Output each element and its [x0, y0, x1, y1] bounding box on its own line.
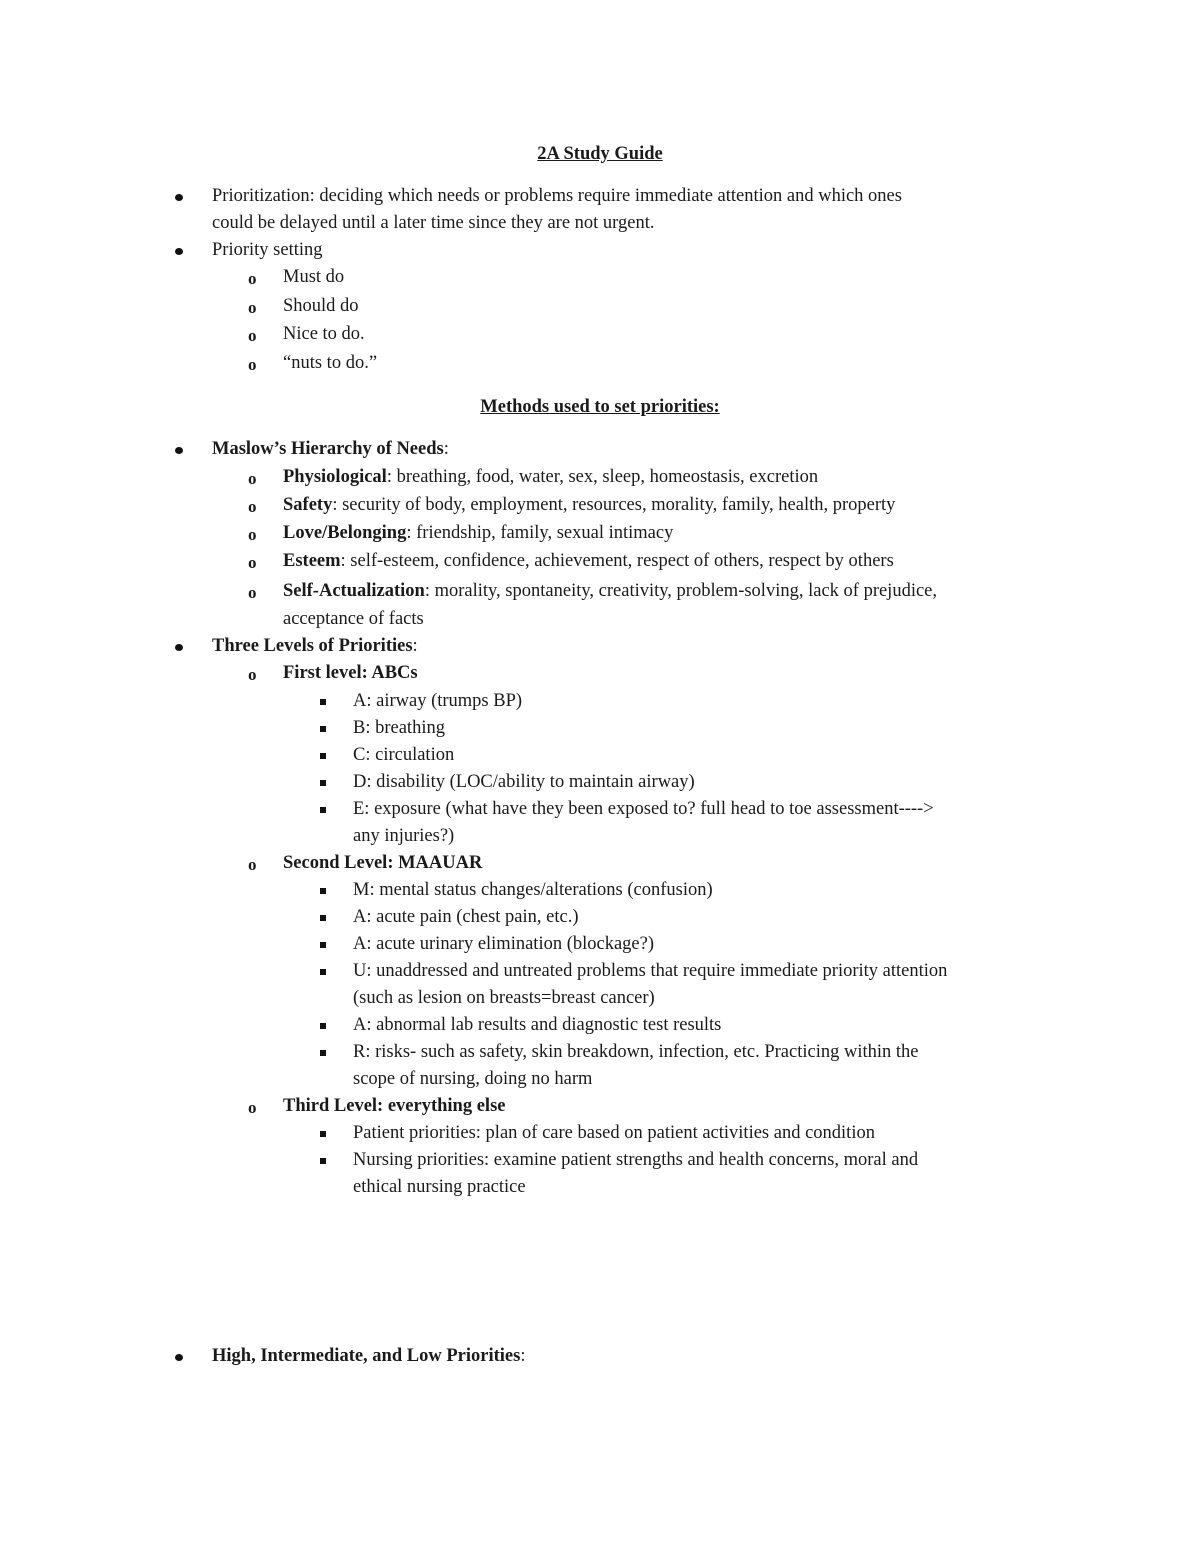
- circle-bullet-icon: o: [248, 553, 257, 572]
- circle-bullet-icon: o: [248, 269, 257, 288]
- first-level-item: B: breathing: [353, 718, 445, 738]
- maslow-item-continuation: acceptance of facts: [283, 609, 424, 629]
- second-level-label: Second Level: MAAUAR: [283, 853, 483, 873]
- square-bullet-icon: [320, 726, 326, 732]
- first-level-label: First level: ABCs: [283, 663, 418, 683]
- three-levels-label: Three Levels of Priorities:: [212, 636, 418, 656]
- circle-bullet-icon: o: [248, 298, 257, 317]
- maslow-item: Esteem: self-esteem, confidence, achievement, respect of others, respect by others: [283, 551, 894, 571]
- third-level-item: Nursing priorities: examine patient strengths and health concerns, moral and: [353, 1150, 919, 1170]
- priority-setting-item: Should do: [283, 296, 359, 316]
- second-level-item: R: risks- such as safety, skin breakdown, infection, etc. Practicing within the: [353, 1042, 919, 1062]
- circle-bullet-icon: o: [248, 665, 257, 684]
- maslow-item: Love/Belonging: friendship, family, sexual intimacy: [283, 523, 674, 543]
- priority-setting-item: Nice to do.: [283, 324, 365, 344]
- maslow-item: Safety: security of body, employment, resources, morality, family, health, property: [283, 495, 896, 515]
- bullet-icon: [175, 1354, 183, 1361]
- second-level-item-continuation: scope of nursing, doing no harm: [353, 1069, 593, 1089]
- third-level-item-continuation: ethical nursing practice: [353, 1177, 526, 1197]
- third-level-label: Third Level: everything else: [283, 1096, 506, 1116]
- square-bullet-icon: [320, 753, 326, 759]
- circle-bullet-icon: o: [248, 469, 257, 488]
- third-level-item: Patient priorities: plan of care based on patient activities and condition: [353, 1123, 875, 1143]
- square-bullet-icon: [320, 942, 326, 948]
- bullet-icon: [175, 447, 183, 454]
- first-level-item: A: airway (trumps BP): [353, 691, 523, 711]
- square-bullet-icon: [320, 1158, 326, 1164]
- second-level-item-continuation: (such as lesion on breasts=breast cancer): [353, 988, 655, 1008]
- square-bullet-icon: [320, 969, 326, 975]
- circle-bullet-icon: o: [248, 855, 257, 874]
- bullet-icon: [175, 644, 183, 651]
- square-bullet-icon: [320, 1131, 326, 1137]
- square-bullet-icon: [320, 780, 326, 786]
- square-bullet-icon: [320, 1050, 326, 1056]
- priorities-levels-label: High, Intermediate, and Low Priorities:: [212, 1346, 526, 1366]
- second-level-item: A: abnormal lab results and diagnostic test results: [353, 1015, 722, 1035]
- first-level-item: E: exposure (what have they been exposed to? full head to toe assessment---->: [353, 799, 934, 819]
- second-level-item: M: mental status changes/alterations (confusion): [353, 880, 713, 900]
- circle-bullet-icon: o: [248, 525, 257, 544]
- second-level-item: A: acute urinary elimination (blockage?): [353, 934, 655, 954]
- circle-bullet-icon: o: [248, 355, 257, 374]
- square-bullet-icon: [320, 807, 326, 813]
- methods-heading: Methods used to set priorities:: [480, 397, 720, 417]
- square-bullet-icon: [320, 1023, 326, 1029]
- circle-bullet-icon: o: [248, 497, 257, 516]
- maslow-label: Maslow’s Hierarchy of Needs:: [212, 439, 449, 459]
- second-level-item: A: acute pain (chest pain, etc.): [353, 907, 579, 927]
- maslow-item: Self-Actualization: morality, spontaneity, creativity, problem-solving, lack of prejudice,: [283, 581, 938, 601]
- second-level-item: U: unaddressed and untreated problems that require immediate priority attention: [353, 961, 948, 981]
- square-bullet-icon: [320, 915, 326, 921]
- priority-setting-item: “nuts to do.”: [283, 353, 378, 373]
- circle-bullet-icon: o: [248, 326, 257, 345]
- circle-bullet-icon: o: [248, 1098, 257, 1117]
- maslow-item: Physiological: breathing, food, water, sex, sleep, homeostasis, excretion: [283, 467, 819, 487]
- bullet-icon: [175, 248, 183, 255]
- first-level-item: C: circulation: [353, 745, 455, 765]
- bullet-icon: [175, 194, 183, 201]
- prioritization-line-2: could be delayed until a later time since they are not urgent.: [212, 213, 655, 233]
- square-bullet-icon: [320, 699, 326, 705]
- first-level-item: D: disability (LOC/ability to maintain airway): [353, 772, 695, 792]
- first-level-item-continuation: any injuries?): [353, 826, 455, 846]
- page-title: 2A Study Guide: [537, 144, 663, 164]
- prioritization-line-1: Prioritization: deciding which needs or problems require immediate attention and which ones: [212, 186, 902, 206]
- priority-setting-item: Must do: [283, 267, 345, 287]
- priority-setting-label: Priority setting: [212, 240, 323, 260]
- circle-bullet-icon: o: [248, 583, 257, 602]
- square-bullet-icon: [320, 888, 326, 894]
